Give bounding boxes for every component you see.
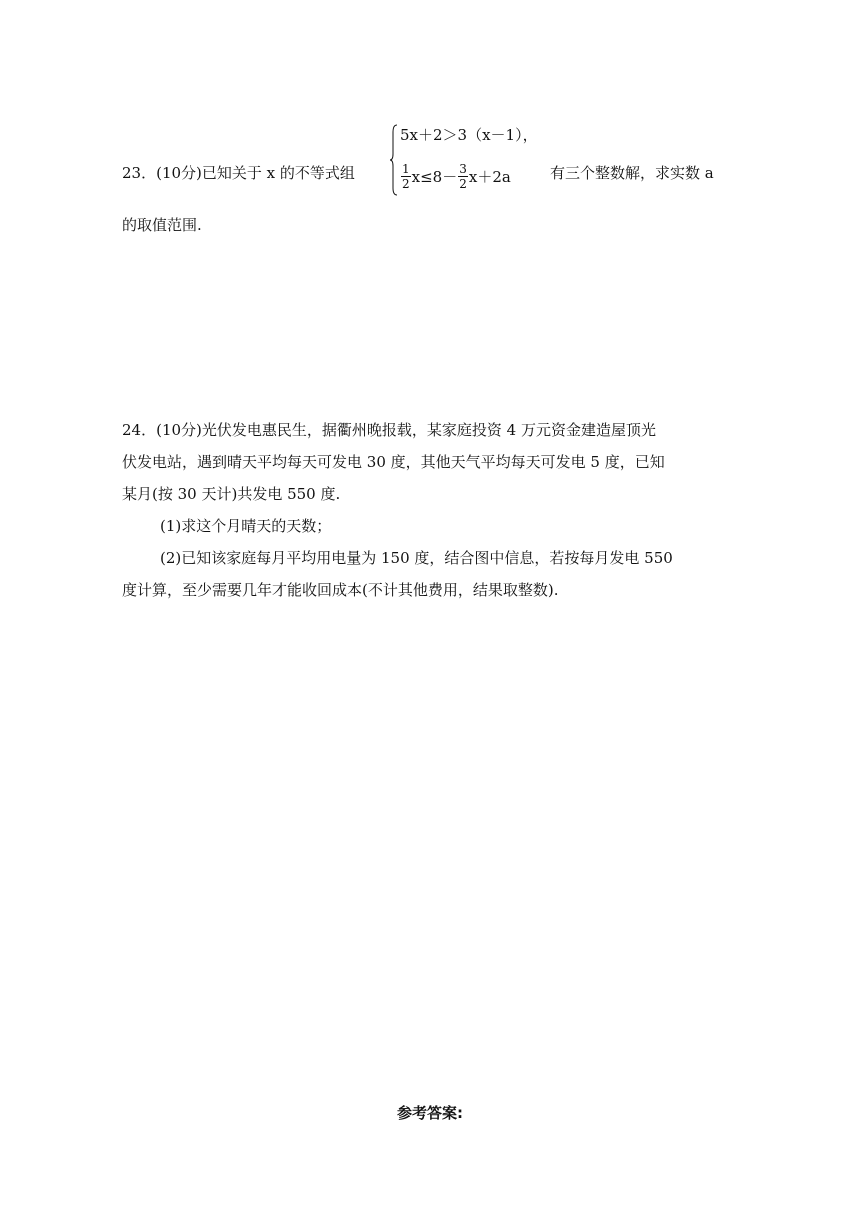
question-23-prefix: 23．(10分)已知关于 x 的不等式组 (122, 164, 355, 182)
left-brace-icon (390, 124, 398, 196)
question-24-line-1: 24．(10分)光伏发电惠民生，据衢州晚报载，某家庭投资 4 万元资金建造屋顶光 (122, 421, 656, 439)
fraction-numerator: 3 (459, 161, 467, 176)
inequality-system (390, 122, 590, 200)
fraction-denominator: 2 (402, 176, 410, 191)
question-24-line-3: 某月(按 30 天计)共发电 550 度. (122, 485, 341, 503)
question-23-line-2: 的取值范围. (122, 216, 202, 234)
question-24-part-1: (1)求这个月晴天的天数； (160, 517, 332, 535)
inequality-row-2 (400, 156, 511, 196)
question-23-tail: 有三个整数解，求实数 a (550, 164, 714, 182)
fraction-three-halves (458, 162, 468, 191)
answer-heading: 参考答案: (397, 1104, 463, 1122)
question-23 (122, 122, 742, 242)
question-24-line-2: 伏发电站，遇到晴天平均每天可发电 30 度，其他天气平均每天可发电 5 度，已知 (122, 453, 665, 471)
question-24-part-2-line-1: (2)已知该家庭每月平均用电量为 150 度，结合图中信息，若按每月发电 550 (160, 549, 673, 567)
question-24 (122, 414, 742, 606)
fraction-one-half (401, 162, 411, 191)
fraction-denominator: 2 (459, 176, 467, 191)
inequality-row-2-middle: x≤8－ (411, 167, 458, 186)
inequality-row-1: 5x＋2＞3（x－1）， (400, 126, 538, 144)
question-24-part-2-line-2: 度计算，至少需要几年才能收回成本(不计其他费用，结果取整数). (122, 581, 559, 599)
fraction-numerator: 1 (402, 161, 410, 176)
inequality-row-2-end: x＋2a (468, 167, 511, 186)
